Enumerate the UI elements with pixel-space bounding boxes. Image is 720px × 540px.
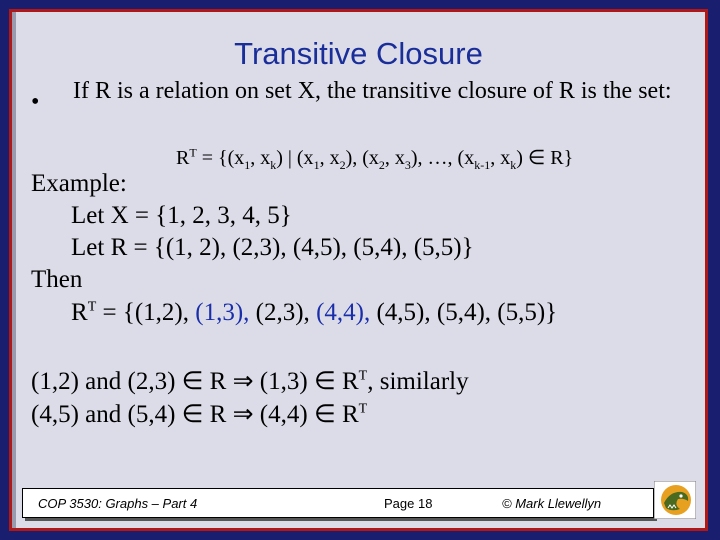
example-label: Example: (31, 170, 127, 197)
footer-page: Page 18 (384, 496, 433, 511)
let-r-line: Let R = {(1, 2), (2,3), (4,5), (5,4), (5,5)} (71, 234, 474, 261)
footer-course: COP 3530: Graphs – Part 4 (38, 496, 198, 511)
closure-formula: $R^T = \{(x_1$, $x_k$) | ($x_1$, $x_2$), ($x_2$, $x_3$), …, ($x_{k-1}$, $x_k$) ∈ R} (176, 145, 574, 172)
gator-logo-icon (654, 481, 696, 519)
conclusion-line-1: (1,2) and (2,3) ∈ R ⇒ (1,3) ∈ $R^T$, similarly (31, 368, 469, 395)
definition-text: If R is a relation on set X, the transitive closure of R is the set: (73, 78, 672, 104)
slide-title: Transitive Closure (234, 36, 483, 71)
bullet-marker: • (31, 89, 40, 115)
added-pair-1-3: (1,3), (195, 299, 250, 326)
added-pair-4-4: (4,4), (316, 299, 371, 326)
then-label: Then (31, 266, 83, 293)
transitive-closure-result: $R^T = \{(1,2)$, (1,3), (2,3), (4,4), (4,5), (5,4), (5,5)} (71, 299, 558, 326)
let-x-line: Let X = {1, 2, 3, 4, 5} (71, 202, 292, 229)
formula-r: R (176, 147, 190, 169)
formula-sup: T (189, 145, 197, 160)
slide-canvas (12, 12, 705, 528)
footer-author: © Mark Llewellyn (502, 496, 602, 511)
slide-left-shadow (12, 12, 16, 528)
conclusion-line-2: (4,5) and (5,4) ∈ R ⇒ (4,4) ∈ $R^T$ (31, 401, 368, 428)
